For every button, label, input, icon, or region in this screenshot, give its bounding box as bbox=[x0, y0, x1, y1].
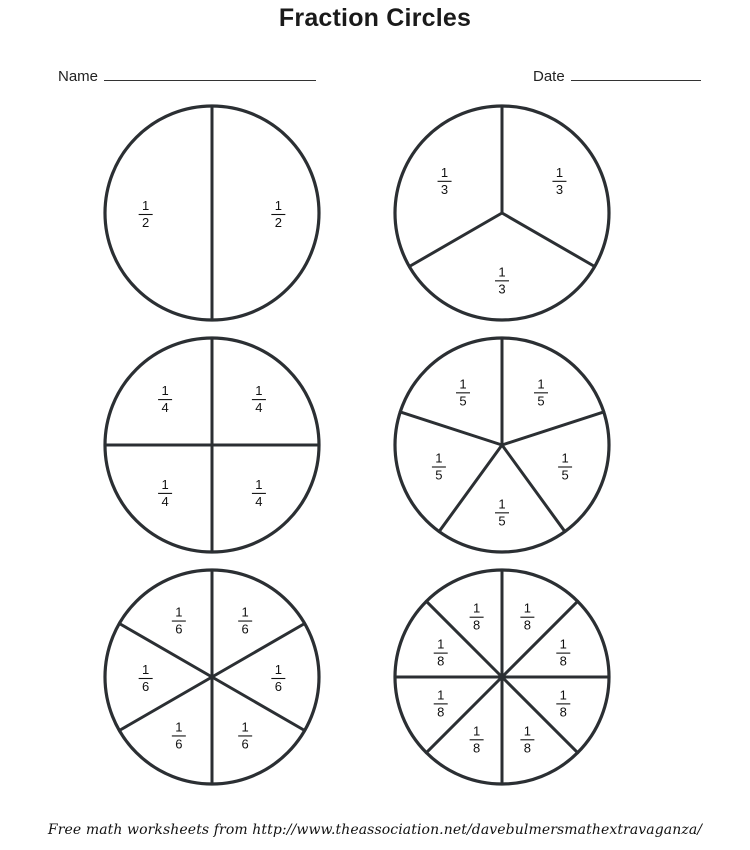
svg-text:1: 1 bbox=[435, 450, 443, 466]
date-blank-line[interactable] bbox=[571, 80, 701, 81]
fraction-circle-fourths bbox=[99, 332, 324, 522]
svg-text:4: 4 bbox=[161, 493, 169, 509]
footer-credit: Free math worksheets from http://www.theassociation.net/davebulmersmathextravaganza/ bbox=[47, 822, 703, 838]
svg-text:1: 1 bbox=[498, 264, 506, 280]
svg-text:2: 2 bbox=[142, 215, 150, 230]
svg-text:8: 8 bbox=[559, 704, 567, 720]
svg-text:1: 1 bbox=[559, 636, 567, 652]
date-label: Date bbox=[533, 68, 565, 85]
svg-text:1: 1 bbox=[523, 723, 532, 739]
svg-text:6: 6 bbox=[175, 621, 183, 637]
svg-text:1: 1 bbox=[255, 383, 263, 399]
name-field[interactable] bbox=[58, 68, 316, 85]
svg-text:1: 1 bbox=[274, 662, 282, 677]
svg-text:1: 1 bbox=[437, 687, 445, 703]
svg-text:8: 8 bbox=[523, 617, 532, 633]
svg-text:5: 5 bbox=[498, 513, 506, 529]
svg-text:1: 1 bbox=[142, 662, 150, 677]
svg-text:8: 8 bbox=[523, 740, 532, 756]
svg-text:1: 1 bbox=[241, 719, 249, 735]
fraction-circle-halves bbox=[99, 100, 324, 290]
svg-text:8: 8 bbox=[437, 704, 445, 720]
svg-text:3: 3 bbox=[555, 181, 564, 197]
svg-text:1: 1 bbox=[559, 687, 567, 703]
svg-text:1: 1 bbox=[161, 383, 169, 399]
svg-text:8: 8 bbox=[472, 617, 481, 633]
fraction-circle-sixths bbox=[99, 564, 324, 754]
svg-text:4: 4 bbox=[255, 400, 263, 416]
svg-text:5: 5 bbox=[537, 393, 545, 409]
svg-text:1: 1 bbox=[241, 604, 249, 620]
svg-text:1: 1 bbox=[175, 604, 183, 620]
svg-text:4: 4 bbox=[255, 493, 263, 509]
svg-text:1: 1 bbox=[274, 198, 282, 213]
svg-text:6: 6 bbox=[142, 679, 150, 694]
svg-text:5: 5 bbox=[561, 467, 569, 483]
fraction-circles-grid bbox=[0, 100, 750, 790]
page-title: Fraction Circles bbox=[278, 4, 472, 32]
name-blank-line[interactable] bbox=[104, 80, 316, 81]
svg-text:1: 1 bbox=[175, 719, 183, 735]
svg-text:6: 6 bbox=[241, 621, 249, 637]
svg-text:8: 8 bbox=[437, 653, 445, 669]
svg-text:5: 5 bbox=[435, 467, 443, 483]
svg-text:3: 3 bbox=[498, 281, 506, 297]
svg-text:6: 6 bbox=[241, 736, 249, 752]
svg-text:1: 1 bbox=[537, 376, 545, 392]
svg-text:6: 6 bbox=[175, 736, 183, 752]
svg-text:4: 4 bbox=[161, 400, 169, 416]
fraction-circle-thirds bbox=[389, 100, 614, 297]
svg-text:6: 6 bbox=[274, 679, 282, 694]
svg-text:1: 1 bbox=[523, 600, 532, 616]
svg-text:1: 1 bbox=[555, 164, 564, 180]
name-label: Name bbox=[58, 68, 99, 85]
name-date-row bbox=[0, 64, 750, 92]
svg-text:1: 1 bbox=[472, 600, 481, 616]
fraction-circle-eighths bbox=[389, 564, 614, 754]
svg-text:1: 1 bbox=[459, 376, 467, 392]
fraction-circle-fifths bbox=[389, 332, 614, 529]
svg-text:1: 1 bbox=[440, 164, 449, 180]
svg-text:2: 2 bbox=[274, 215, 282, 230]
svg-text:1: 1 bbox=[142, 198, 150, 213]
svg-text:1: 1 bbox=[255, 476, 263, 492]
svg-text:8: 8 bbox=[559, 653, 567, 669]
svg-text:3: 3 bbox=[440, 181, 449, 197]
svg-text:1: 1 bbox=[498, 496, 506, 512]
svg-text:1: 1 bbox=[161, 476, 169, 492]
svg-text:1: 1 bbox=[437, 636, 445, 652]
svg-text:8: 8 bbox=[472, 740, 481, 756]
svg-text:1: 1 bbox=[472, 723, 481, 739]
svg-text:5: 5 bbox=[459, 393, 467, 409]
date-field[interactable] bbox=[533, 68, 701, 85]
svg-text:1: 1 bbox=[561, 450, 569, 466]
